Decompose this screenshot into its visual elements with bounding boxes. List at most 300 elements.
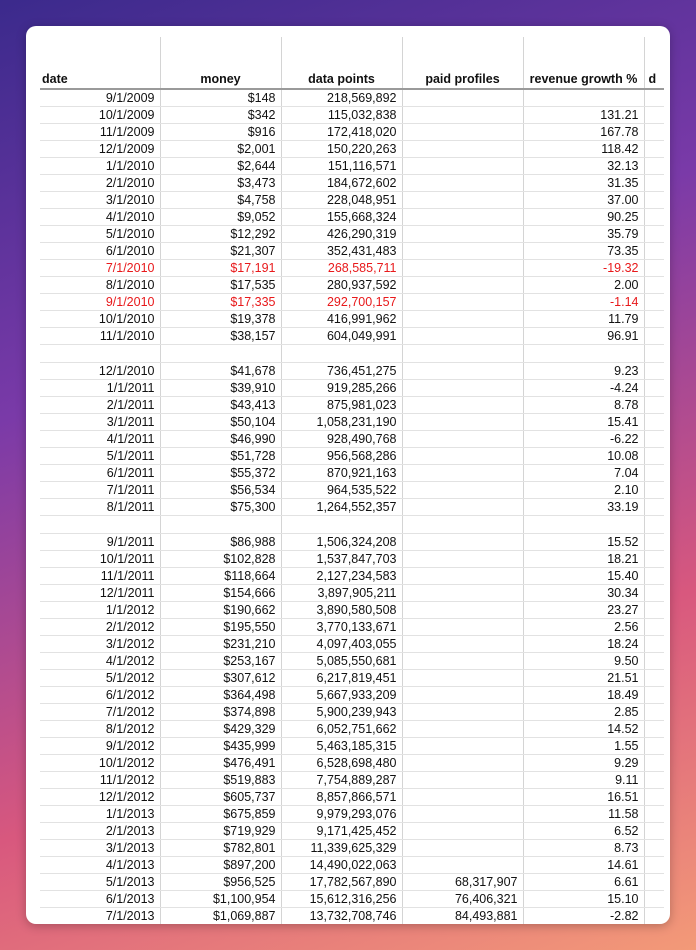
cell-date[interactable]: 11/1/2009 [40, 124, 160, 141]
cell-data-points[interactable]: 228,048,951 [281, 192, 402, 209]
cell-date[interactable]: 6/1/2012 [40, 687, 160, 704]
cell-paid-profiles[interactable] [402, 738, 523, 755]
cell-data-points[interactable]: 1,537,847,703 [281, 551, 402, 568]
cell-paid-profiles[interactable] [402, 602, 523, 619]
cell-money[interactable]: $4,758 [160, 192, 281, 209]
cell-money[interactable]: $38,157 [160, 328, 281, 345]
cell-paid-profiles[interactable] [402, 260, 523, 277]
cell-date[interactable]: 9/1/2010 [40, 294, 160, 311]
cell-money[interactable]: $41,678 [160, 363, 281, 380]
cell-date[interactable]: 11/1/2011 [40, 568, 160, 585]
cell-date[interactable]: 1/1/2013 [40, 806, 160, 823]
cell-money[interactable]: $476,491 [160, 755, 281, 772]
cell-data-points[interactable]: 919,285,266 [281, 380, 402, 397]
cell-empty[interactable] [644, 192, 664, 209]
column-header-data-points[interactable]: data points [281, 37, 402, 89]
cell-money[interactable]: $231,210 [160, 636, 281, 653]
cell-data-points[interactable]: 14,490,022,063 [281, 857, 402, 874]
cell-data-points[interactable]: 1,264,552,357 [281, 499, 402, 516]
cell-revenue-growth[interactable]: 37.00 [523, 192, 644, 209]
cell-data-points[interactable]: 6,528,698,480 [281, 755, 402, 772]
cell-revenue-growth[interactable]: 2.56 [523, 619, 644, 636]
cell-empty[interactable] [644, 124, 664, 141]
cell-money[interactable] [160, 345, 281, 363]
cell-paid-profiles[interactable] [402, 363, 523, 380]
cell-money[interactable]: $118,664 [160, 568, 281, 585]
cell-data-points[interactable]: 3,890,580,508 [281, 602, 402, 619]
cell-empty[interactable] [644, 209, 664, 226]
cell-data-points[interactable]: 268,585,711 [281, 260, 402, 277]
cell-empty[interactable] [644, 345, 664, 363]
cell-money[interactable]: $190,662 [160, 602, 281, 619]
cell-empty[interactable] [644, 243, 664, 260]
cell-revenue-growth[interactable]: 11.79 [523, 311, 644, 328]
column-header-date[interactable]: date [40, 37, 160, 89]
cell-money[interactable]: $195,550 [160, 619, 281, 636]
cell-money[interactable]: $17,535 [160, 277, 281, 294]
cell-revenue-growth[interactable]: 90.25 [523, 209, 644, 226]
cell-money[interactable]: $39,910 [160, 380, 281, 397]
cell-data-points[interactable]: 8,857,866,571 [281, 789, 402, 806]
cell-empty[interactable] [644, 311, 664, 328]
cell-money[interactable]: $55,372 [160, 465, 281, 482]
cell-date[interactable]: 7/1/2010 [40, 260, 160, 277]
cell-money[interactable]: $429,329 [160, 721, 281, 738]
cell-empty[interactable] [644, 602, 664, 619]
cell-money[interactable]: $519,883 [160, 772, 281, 789]
cell-revenue-growth[interactable]: 9.50 [523, 653, 644, 670]
cell-data-points[interactable]: 426,290,319 [281, 226, 402, 243]
cell-date[interactable]: 12/1/2012 [40, 789, 160, 806]
cell-money[interactable]: $782,801 [160, 840, 281, 857]
cell-paid-profiles[interactable] [402, 380, 523, 397]
cell-money[interactable]: $374,898 [160, 704, 281, 721]
cell-paid-profiles[interactable] [402, 465, 523, 482]
cell-money[interactable]: $3,473 [160, 175, 281, 192]
cell-revenue-growth[interactable]: 96.91 [523, 328, 644, 345]
cell-money[interactable]: $956,525 [160, 874, 281, 891]
cell-paid-profiles[interactable] [402, 158, 523, 175]
cell-data-points[interactable]: 928,490,768 [281, 431, 402, 448]
cell-empty[interactable] [644, 141, 664, 158]
cell-empty[interactable] [644, 465, 664, 482]
cell-date[interactable]: 8/1/2012 [40, 721, 160, 738]
cell-money[interactable]: $50,104 [160, 414, 281, 431]
cell-money[interactable] [160, 516, 281, 534]
cell-money[interactable]: $605,737 [160, 789, 281, 806]
cell-date[interactable]: 10/1/2011 [40, 551, 160, 568]
cell-date[interactable]: 5/1/2012 [40, 670, 160, 687]
cell-date[interactable]: 5/1/2011 [40, 448, 160, 465]
cell-date[interactable]: 6/1/2013 [40, 891, 160, 908]
cell-data-points[interactable]: 736,451,275 [281, 363, 402, 380]
cell-date[interactable]: 4/1/2010 [40, 209, 160, 226]
cell-empty[interactable] [644, 380, 664, 397]
cell-revenue-growth[interactable]: 2.00 [523, 277, 644, 294]
cell-money[interactable]: $2,001 [160, 141, 281, 158]
cell-date[interactable]: 2/1/2010 [40, 175, 160, 192]
cell-date[interactable]: 1/1/2012 [40, 602, 160, 619]
cell-data-points[interactable]: 5,085,550,681 [281, 653, 402, 670]
cell-date[interactable]: 7/1/2013 [40, 908, 160, 925]
cell-revenue-growth[interactable]: 14.52 [523, 721, 644, 738]
cell-date[interactable] [40, 345, 160, 363]
cell-date[interactable]: 12/1/2011 [40, 585, 160, 602]
cell-money[interactable]: $897,200 [160, 857, 281, 874]
cell-empty[interactable] [644, 499, 664, 516]
cell-data-points[interactable]: 292,700,157 [281, 294, 402, 311]
cell-money[interactable]: $86,988 [160, 534, 281, 551]
cell-paid-profiles[interactable] [402, 345, 523, 363]
cell-paid-profiles[interactable] [402, 789, 523, 806]
cell-date[interactable]: 12/1/2010 [40, 363, 160, 380]
cell-date[interactable]: 2/1/2012 [40, 619, 160, 636]
cell-revenue-growth[interactable]: 7.04 [523, 465, 644, 482]
cell-money[interactable]: $435,999 [160, 738, 281, 755]
cell-revenue-growth[interactable]: 2.10 [523, 482, 644, 499]
cell-revenue-growth[interactable]: 118.42 [523, 141, 644, 158]
cell-revenue-growth[interactable]: 14.61 [523, 857, 644, 874]
cell-paid-profiles[interactable] [402, 840, 523, 857]
cell-revenue-growth[interactable]: 35.79 [523, 226, 644, 243]
cell-data-points[interactable]: 870,921,163 [281, 465, 402, 482]
cell-empty[interactable] [644, 363, 664, 380]
cell-paid-profiles[interactable] [402, 294, 523, 311]
cell-data-points[interactable]: 956,568,286 [281, 448, 402, 465]
cell-data-points[interactable]: 1,058,231,190 [281, 414, 402, 431]
cell-data-points[interactable]: 9,979,293,076 [281, 806, 402, 823]
cell-revenue-growth[interactable]: 167.78 [523, 124, 644, 141]
cell-data-points[interactable]: 3,770,133,671 [281, 619, 402, 636]
cell-revenue-growth[interactable]: 9.23 [523, 363, 644, 380]
cell-revenue-growth[interactable] [523, 516, 644, 534]
cell-date[interactable]: 12/1/2009 [40, 141, 160, 158]
cell-date[interactable]: 9/1/2012 [40, 738, 160, 755]
cell-date[interactable]: 9/1/2011 [40, 534, 160, 551]
cell-date[interactable] [40, 516, 160, 534]
cell-paid-profiles[interactable] [402, 89, 523, 107]
cell-revenue-growth[interactable]: 18.49 [523, 687, 644, 704]
cell-money[interactable]: $342 [160, 107, 281, 124]
cell-empty[interactable] [644, 534, 664, 551]
cell-money[interactable]: $719,929 [160, 823, 281, 840]
cell-revenue-growth[interactable]: 8.73 [523, 840, 644, 857]
cell-money[interactable]: $1,100,954 [160, 891, 281, 908]
cell-date[interactable]: 10/1/2012 [40, 755, 160, 772]
cell-empty[interactable] [644, 277, 664, 294]
cell-paid-profiles[interactable] [402, 431, 523, 448]
cell-empty[interactable] [644, 585, 664, 602]
cell-data-points[interactable]: 7,754,889,287 [281, 772, 402, 789]
cell-money[interactable]: $21,307 [160, 243, 281, 260]
cell-empty[interactable] [644, 414, 664, 431]
cell-paid-profiles[interactable] [402, 568, 523, 585]
cell-data-points[interactable]: 115,032,838 [281, 107, 402, 124]
cell-data-points[interactable]: 150,220,263 [281, 141, 402, 158]
cell-date[interactable]: 5/1/2010 [40, 226, 160, 243]
cell-paid-profiles[interactable] [402, 516, 523, 534]
cell-empty[interactable] [644, 294, 664, 311]
cell-paid-profiles[interactable] [402, 551, 523, 568]
cell-money[interactable]: $17,335 [160, 294, 281, 311]
cell-date[interactable]: 7/1/2011 [40, 482, 160, 499]
cell-revenue-growth[interactable]: 8.78 [523, 397, 644, 414]
cell-empty[interactable] [644, 755, 664, 772]
cell-empty[interactable] [644, 687, 664, 704]
cell-revenue-growth[interactable]: 18.21 [523, 551, 644, 568]
cell-date[interactable]: 1/1/2010 [40, 158, 160, 175]
cell-date[interactable]: 1/1/2011 [40, 380, 160, 397]
cell-money[interactable]: $253,167 [160, 653, 281, 670]
cell-data-points[interactable]: 3,897,905,211 [281, 585, 402, 602]
cell-empty[interactable] [644, 619, 664, 636]
column-header-paid-profiles[interactable]: paid profiles [402, 37, 523, 89]
cell-paid-profiles[interactable] [402, 397, 523, 414]
cell-date[interactable]: 4/1/2013 [40, 857, 160, 874]
cell-revenue-growth[interactable]: 11.58 [523, 806, 644, 823]
cell-revenue-growth[interactable]: 18.24 [523, 636, 644, 653]
cell-date[interactable]: 11/1/2012 [40, 772, 160, 789]
cell-data-points[interactable]: 11,339,625,329 [281, 840, 402, 857]
cell-empty[interactable] [644, 328, 664, 345]
column-header-revenue-growth[interactable]: revenue growth % [523, 37, 644, 89]
cell-paid-profiles[interactable] [402, 857, 523, 874]
cell-paid-profiles[interactable] [402, 141, 523, 158]
cell-revenue-growth[interactable]: 6.61 [523, 874, 644, 891]
cell-data-points[interactable]: 5,900,239,943 [281, 704, 402, 721]
cell-revenue-growth[interactable]: 21.51 [523, 670, 644, 687]
cell-revenue-growth[interactable]: 131.21 [523, 107, 644, 124]
cell-data-points[interactable] [281, 516, 402, 534]
cell-empty[interactable] [644, 806, 664, 823]
cell-data-points[interactable]: 5,463,185,315 [281, 738, 402, 755]
cell-paid-profiles[interactable] [402, 704, 523, 721]
cell-empty[interactable] [644, 772, 664, 789]
cell-date[interactable]: 10/1/2010 [40, 311, 160, 328]
cell-paid-profiles[interactable] [402, 175, 523, 192]
cell-empty[interactable] [644, 175, 664, 192]
cell-empty[interactable] [644, 89, 664, 107]
cell-date[interactable]: 3/1/2010 [40, 192, 160, 209]
cell-paid-profiles[interactable] [402, 448, 523, 465]
cell-revenue-growth[interactable]: 1.55 [523, 738, 644, 755]
cell-data-points[interactable]: 184,672,602 [281, 175, 402, 192]
cell-paid-profiles[interactable] [402, 772, 523, 789]
cell-empty[interactable] [644, 670, 664, 687]
cell-revenue-growth[interactable]: -1.14 [523, 294, 644, 311]
cell-money[interactable]: $148 [160, 89, 281, 107]
cell-empty[interactable] [644, 260, 664, 277]
cell-paid-profiles[interactable] [402, 806, 523, 823]
cell-empty[interactable] [644, 823, 664, 840]
cell-revenue-growth[interactable]: 10.08 [523, 448, 644, 465]
cell-empty[interactable] [644, 636, 664, 653]
cell-paid-profiles[interactable]: 76,406,321 [402, 891, 523, 908]
cell-paid-profiles[interactable] [402, 414, 523, 431]
cell-data-points[interactable]: 280,937,592 [281, 277, 402, 294]
cell-money[interactable]: $102,828 [160, 551, 281, 568]
cell-data-points[interactable]: 4,097,403,055 [281, 636, 402, 653]
cell-revenue-growth[interactable]: -6.22 [523, 431, 644, 448]
cell-revenue-growth[interactable]: 6.52 [523, 823, 644, 840]
cell-empty[interactable] [644, 568, 664, 585]
cell-data-points[interactable]: 6,217,819,451 [281, 670, 402, 687]
cell-paid-profiles[interactable] [402, 653, 523, 670]
cell-paid-profiles[interactable] [402, 107, 523, 124]
cell-paid-profiles[interactable] [402, 124, 523, 141]
cell-money[interactable]: $9,052 [160, 209, 281, 226]
cell-money[interactable]: $51,728 [160, 448, 281, 465]
cell-paid-profiles[interactable] [402, 687, 523, 704]
cell-data-points[interactable]: 1,506,324,208 [281, 534, 402, 551]
cell-revenue-growth[interactable]: 15.10 [523, 891, 644, 908]
cell-empty[interactable] [644, 704, 664, 721]
cell-empty[interactable] [644, 738, 664, 755]
cell-date[interactable]: 8/1/2010 [40, 277, 160, 294]
cell-revenue-growth[interactable]: -4.24 [523, 380, 644, 397]
cell-empty[interactable] [644, 653, 664, 670]
cell-revenue-growth[interactable]: 2.85 [523, 704, 644, 721]
cell-data-points[interactable]: 13,732,708,746 [281, 908, 402, 925]
cell-date[interactable]: 4/1/2011 [40, 431, 160, 448]
cell-revenue-growth[interactable]: 9.11 [523, 772, 644, 789]
cell-revenue-growth[interactable]: -19.32 [523, 260, 644, 277]
cell-money[interactable]: $75,300 [160, 499, 281, 516]
cell-paid-profiles[interactable] [402, 755, 523, 772]
cell-paid-profiles[interactable] [402, 192, 523, 209]
cell-date[interactable]: 9/1/2009 [40, 89, 160, 107]
cell-revenue-growth[interactable]: 23.27 [523, 602, 644, 619]
cell-empty[interactable] [644, 721, 664, 738]
cell-paid-profiles[interactable] [402, 243, 523, 260]
cell-money[interactable]: $364,498 [160, 687, 281, 704]
cell-money[interactable]: $916 [160, 124, 281, 141]
cell-money[interactable]: $46,990 [160, 431, 281, 448]
cell-money[interactable]: $56,534 [160, 482, 281, 499]
cell-paid-profiles[interactable]: 68,317,907 [402, 874, 523, 891]
cell-data-points[interactable]: 151,116,571 [281, 158, 402, 175]
cell-paid-profiles[interactable]: 84,493,881 [402, 908, 523, 925]
cell-data-points[interactable]: 875,981,023 [281, 397, 402, 414]
cell-revenue-growth[interactable]: 9.29 [523, 755, 644, 772]
cell-paid-profiles[interactable] [402, 823, 523, 840]
cell-money[interactable]: $43,413 [160, 397, 281, 414]
column-header-money[interactable]: money [160, 37, 281, 89]
cell-date[interactable]: 2/1/2011 [40, 397, 160, 414]
cell-money[interactable]: $19,378 [160, 311, 281, 328]
cell-paid-profiles[interactable] [402, 636, 523, 653]
cell-date[interactable]: 6/1/2010 [40, 243, 160, 260]
cell-revenue-growth[interactable]: 16.51 [523, 789, 644, 806]
cell-data-points[interactable]: 17,782,567,890 [281, 874, 402, 891]
cell-revenue-growth[interactable]: 32.13 [523, 158, 644, 175]
column-header-truncated[interactable]: d [644, 37, 664, 89]
cell-revenue-growth[interactable]: 30.34 [523, 585, 644, 602]
cell-data-points[interactable]: 416,991,962 [281, 311, 402, 328]
cell-paid-profiles[interactable] [402, 226, 523, 243]
cell-date[interactable]: 3/1/2013 [40, 840, 160, 857]
cell-empty[interactable] [644, 551, 664, 568]
cell-data-points[interactable]: 9,171,425,452 [281, 823, 402, 840]
cell-revenue-growth[interactable]: 15.41 [523, 414, 644, 431]
cell-date[interactable]: 5/1/2013 [40, 874, 160, 891]
cell-revenue-growth[interactable]: 31.35 [523, 175, 644, 192]
cell-empty[interactable] [644, 908, 664, 925]
cell-data-points[interactable]: 6,052,751,662 [281, 721, 402, 738]
cell-money[interactable]: $17,191 [160, 260, 281, 277]
cell-revenue-growth[interactable]: 73.35 [523, 243, 644, 260]
cell-data-points[interactable]: 155,668,324 [281, 209, 402, 226]
cell-empty[interactable] [644, 431, 664, 448]
cell-paid-profiles[interactable] [402, 209, 523, 226]
cell-empty[interactable] [644, 874, 664, 891]
cell-date[interactable]: 10/1/2009 [40, 107, 160, 124]
cell-date[interactable]: 4/1/2012 [40, 653, 160, 670]
cell-money[interactable]: $1,069,887 [160, 908, 281, 925]
cell-empty[interactable] [644, 516, 664, 534]
cell-paid-profiles[interactable] [402, 311, 523, 328]
cell-data-points[interactable]: 172,418,020 [281, 124, 402, 141]
cell-revenue-growth[interactable]: -2.82 [523, 908, 644, 925]
cell-revenue-growth[interactable] [523, 89, 644, 107]
cell-date[interactable]: 2/1/2013 [40, 823, 160, 840]
cell-date[interactable]: 3/1/2011 [40, 414, 160, 431]
cell-data-points[interactable] [281, 345, 402, 363]
cell-date[interactable]: 6/1/2011 [40, 465, 160, 482]
cell-date[interactable]: 8/1/2011 [40, 499, 160, 516]
cell-data-points[interactable]: 2,127,234,583 [281, 568, 402, 585]
cell-money[interactable]: $154,666 [160, 585, 281, 602]
cell-empty[interactable] [644, 397, 664, 414]
cell-money[interactable]: $307,612 [160, 670, 281, 687]
cell-paid-profiles[interactable] [402, 499, 523, 516]
cell-paid-profiles[interactable] [402, 328, 523, 345]
cell-paid-profiles[interactable] [402, 721, 523, 738]
cell-money[interactable]: $675,859 [160, 806, 281, 823]
cell-paid-profiles[interactable] [402, 585, 523, 602]
cell-paid-profiles[interactable] [402, 482, 523, 499]
cell-empty[interactable] [644, 226, 664, 243]
cell-paid-profiles[interactable] [402, 670, 523, 687]
cell-empty[interactable] [644, 891, 664, 908]
cell-revenue-growth[interactable] [523, 345, 644, 363]
cell-money[interactable]: $12,292 [160, 226, 281, 243]
cell-money[interactable]: $2,644 [160, 158, 281, 175]
cell-revenue-growth[interactable]: 33.19 [523, 499, 644, 516]
cell-empty[interactable] [644, 107, 664, 124]
cell-empty[interactable] [644, 789, 664, 806]
cell-empty[interactable] [644, 158, 664, 175]
cell-empty[interactable] [644, 482, 664, 499]
cell-paid-profiles[interactable] [402, 277, 523, 294]
cell-data-points[interactable]: 964,535,522 [281, 482, 402, 499]
cell-date[interactable]: 7/1/2012 [40, 704, 160, 721]
cell-data-points[interactable]: 218,569,892 [281, 89, 402, 107]
cell-paid-profiles[interactable] [402, 619, 523, 636]
cell-data-points[interactable]: 352,431,483 [281, 243, 402, 260]
cell-empty[interactable] [644, 840, 664, 857]
cell-data-points[interactable]: 5,667,933,209 [281, 687, 402, 704]
cell-revenue-growth[interactable]: 15.52 [523, 534, 644, 551]
cell-empty[interactable] [644, 448, 664, 465]
cell-data-points[interactable]: 15,612,316,256 [281, 891, 402, 908]
cell-paid-profiles[interactable] [402, 534, 523, 551]
cell-revenue-growth[interactable]: 15.40 [523, 568, 644, 585]
cell-empty[interactable] [644, 857, 664, 874]
cell-date[interactable]: 11/1/2010 [40, 328, 160, 345]
cell-date[interactable]: 3/1/2012 [40, 636, 160, 653]
cell-data-points[interactable]: 604,049,991 [281, 328, 402, 345]
